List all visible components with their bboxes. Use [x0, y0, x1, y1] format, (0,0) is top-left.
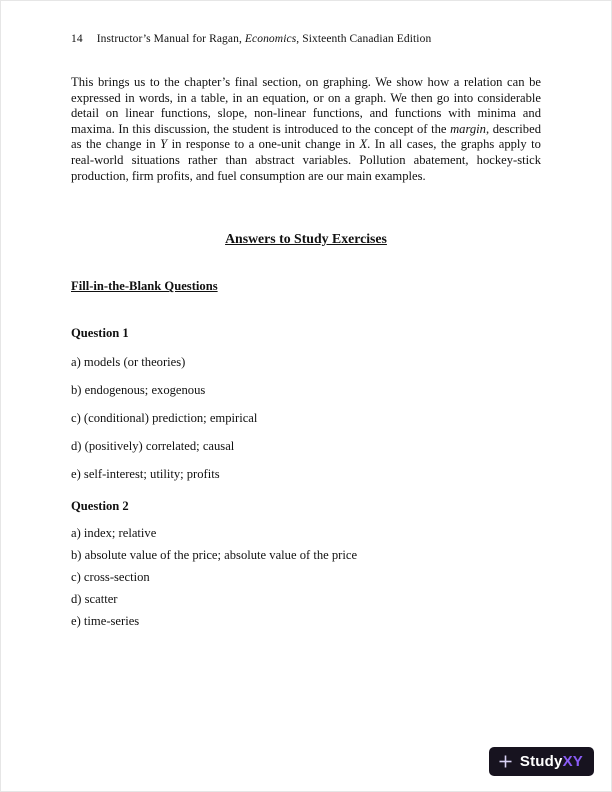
answer-line: a) index; relative [71, 526, 157, 541]
question-2-title: Question 2 [71, 499, 129, 514]
header-title-italic: Economics [244, 33, 297, 45]
intro-var-x: X [359, 137, 368, 152]
question-2-answers [71, 526, 541, 629]
answer-line: b) endogenous; exogenous [71, 383, 206, 398]
brand-wordmark [520, 753, 583, 770]
intro-seg7: . In all cases, the graphs apply to real-world situations rather than abstract variables. Pollution abatement, hockey-stick production, firm profits, and fuel consumption are our main examples. [71, 137, 541, 183]
answer-line: a) models (or theories) [71, 355, 186, 370]
intro-seg1: This brings us to the chapter’s final section, on graphing. We show how a relation can be expressed in words, in a table, in an equation, or on a graph. We then go into considerable detail on linear functions, slope, non-linear functions, and functions with minima and maxima. In this discussion, the student is introduced to the concept of the [71, 75, 541, 136]
answer-line: b) absolute value of the price; absolute value of the price [71, 548, 358, 563]
answer-line: e) self-interest; utility; profits [71, 467, 220, 482]
running-header [71, 33, 541, 45]
answer-line: c) cross-section [71, 570, 150, 585]
brand-xy: XY [562, 753, 583, 770]
question-1-title: Question 1 [71, 326, 129, 341]
header-title-suffix: , Sixteenth Canadian Edition [296, 33, 432, 45]
answer-line: c) (conditional) prediction; empirical [71, 411, 258, 426]
question-1-answers [71, 355, 541, 482]
intro-term-margin: margin [450, 121, 486, 136]
brand-study: Study [519, 753, 563, 770]
section-heading: Answers to Study Exercises [225, 231, 387, 247]
intro-seg3: , described as the change in [71, 121, 541, 152]
studyxy-logo-badge [489, 747, 594, 776]
answer-line: e) time-series [71, 614, 140, 629]
intro-seg5: in response to a one-unit change in [167, 137, 360, 152]
page-number: 14 [71, 33, 83, 45]
header-title-prefix: Instructor’s Manual for Ragan, [96, 33, 245, 45]
subsection-heading: Fill-in-the-Blank Questions [71, 279, 218, 294]
plus-icon [498, 754, 513, 769]
answer-line: d) scatter [71, 592, 118, 607]
answer-line: d) (positively) correlated; causal [71, 439, 235, 454]
intro-var-y: Y [160, 137, 168, 152]
intro-paragraph [71, 75, 541, 184]
